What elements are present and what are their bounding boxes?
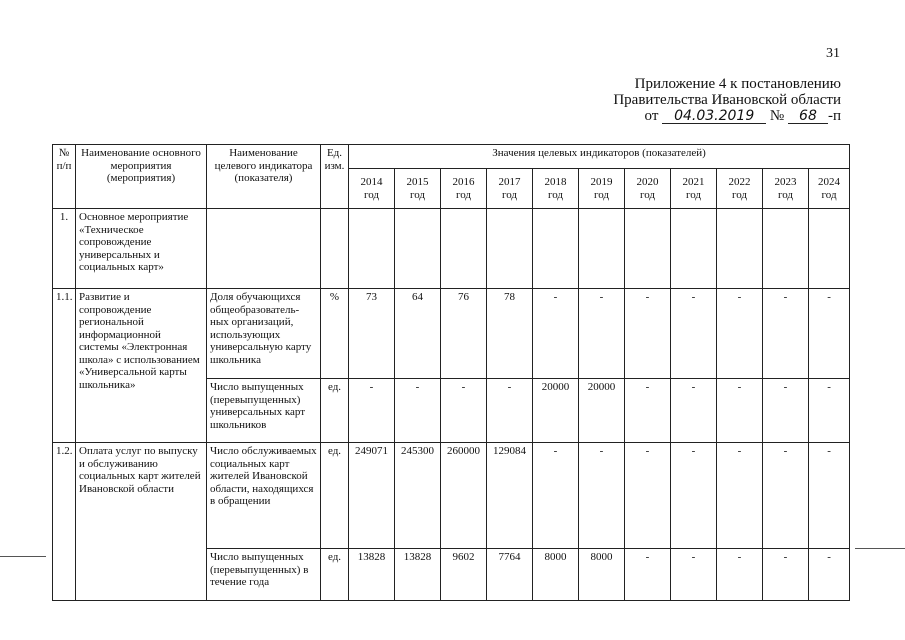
- value-cell: 20000: [533, 379, 579, 443]
- value-cell: 7764: [487, 549, 533, 601]
- indicator-name: Доля обучающихся общеобразователь-ных организаций, использующих универсальную карту школьника: [207, 289, 321, 379]
- value-cell: 245300: [395, 443, 441, 549]
- handwritten-date: 04.03.2019: [662, 109, 766, 124]
- header-year: 2022 год: [717, 169, 763, 209]
- value-cell: -: [441, 379, 487, 443]
- value-cell: 76: [441, 289, 487, 379]
- value-cell: -: [809, 289, 850, 379]
- indicator-unit: ед.: [321, 379, 349, 443]
- value-cell: 8000: [579, 549, 625, 601]
- row-event: Развитие и сопровождение региональной информационной системы «Электронная школа» с использованием «Универсальной карты школьника»: [76, 289, 207, 443]
- value-cell: -: [763, 443, 809, 549]
- header-year: 2015 год: [395, 169, 441, 209]
- number-suffix: -п: [827, 108, 841, 124]
- value-cell: 8000: [533, 549, 579, 601]
- value-cell: 73: [349, 289, 395, 379]
- table-row-1-2-a: [53, 443, 850, 549]
- value-cell: -: [809, 379, 850, 443]
- value-cell: -: [717, 379, 763, 443]
- indicator-name: Число выпущенных (перевыпущенных) универсальных карт школьников: [207, 379, 321, 443]
- scan-artifact-line-left: [0, 556, 46, 557]
- header-num: № п/п: [53, 145, 76, 209]
- scan-artifact-line-right: [855, 548, 905, 549]
- header-year: 2018 год: [533, 169, 579, 209]
- header-indicator: Наименование целевого индикатора (показателя): [207, 145, 321, 209]
- header-year: 2023 год: [763, 169, 809, 209]
- header-year: 2019 год: [579, 169, 625, 209]
- value-cell: -: [763, 549, 809, 601]
- value-cell: -: [533, 443, 579, 549]
- heading-line-3: [613, 108, 841, 124]
- value-cell: -: [625, 289, 671, 379]
- number-label: №: [769, 108, 785, 124]
- value-cell: -: [763, 289, 809, 379]
- header-unit: Ед. изм.: [321, 145, 349, 209]
- indicator-name: Число выпущенных (перевыпущенных) в течение года: [207, 549, 321, 601]
- value-cell: 20000: [579, 379, 625, 443]
- value-cell: -: [809, 443, 850, 549]
- value-cell: -: [671, 289, 717, 379]
- value-cell: -: [579, 289, 625, 379]
- indicator-name: Число обслуживаемых социальных карт жителей Ивановской области, находящихся в обращении: [207, 443, 321, 549]
- table-row-1-1-a: [53, 289, 850, 379]
- handwritten-number: 68: [788, 109, 828, 124]
- page-number: 31: [826, 46, 840, 61]
- value-cell: -: [671, 379, 717, 443]
- header-event: Наименование основного мероприятия (мероприятия): [76, 145, 207, 209]
- header-year: 2016 год: [441, 169, 487, 209]
- value-cell: -: [671, 443, 717, 549]
- value-cell: -: [809, 549, 850, 601]
- value-cell: 260000: [441, 443, 487, 549]
- value-cell: -: [625, 379, 671, 443]
- header-year: 2014 год: [349, 169, 395, 209]
- indicator-unit: ед.: [321, 443, 349, 549]
- value-cell: 13828: [395, 549, 441, 601]
- header-values-group: Значения целевых индикаторов (показателей): [349, 145, 850, 169]
- indicator-unit: ед.: [321, 549, 349, 601]
- row-num: 1.2.: [53, 443, 76, 601]
- heading-line-1: Приложение 4 к постановлению: [634, 76, 841, 92]
- value-cell: 64: [395, 289, 441, 379]
- header-row-1: [53, 145, 850, 169]
- row-num: 1.: [53, 209, 76, 289]
- value-cell: -: [487, 379, 533, 443]
- value-cell: -: [717, 289, 763, 379]
- row-event: Оплата услуг по выпуску и обслуживанию социальных карт жителей Ивановской области: [76, 443, 207, 601]
- header-year: 2017 год: [487, 169, 533, 209]
- header-year: 2021 год: [671, 169, 717, 209]
- row-num: 1.1.: [53, 289, 76, 443]
- value-cell: 249071: [349, 443, 395, 549]
- heading-line-2: Правительства Ивановской области: [613, 92, 841, 108]
- value-cell: -: [349, 379, 395, 443]
- value-cell: -: [533, 289, 579, 379]
- value-cell: 13828: [349, 549, 395, 601]
- row-event: Основное мероприятие «Техническое сопровождение универсальных и социальных карт»: [76, 209, 207, 289]
- value-cell: -: [763, 379, 809, 443]
- header-year: 2020 год: [625, 169, 671, 209]
- appendix-heading: [613, 76, 841, 124]
- value-cell: -: [625, 549, 671, 601]
- from-label: от: [644, 108, 659, 124]
- value-cell: -: [579, 443, 625, 549]
- value-cell: 78: [487, 289, 533, 379]
- value-cell: -: [717, 443, 763, 549]
- value-cell: -: [671, 549, 717, 601]
- table-row-1: [53, 209, 850, 289]
- indicator-unit: %: [321, 289, 349, 379]
- indicators-table: [52, 144, 850, 601]
- value-cell: 129084: [487, 443, 533, 549]
- header-year: 2024 год: [809, 169, 850, 209]
- value-cell: -: [717, 549, 763, 601]
- value-cell: 9602: [441, 549, 487, 601]
- value-cell: -: [395, 379, 441, 443]
- value-cell: -: [625, 443, 671, 549]
